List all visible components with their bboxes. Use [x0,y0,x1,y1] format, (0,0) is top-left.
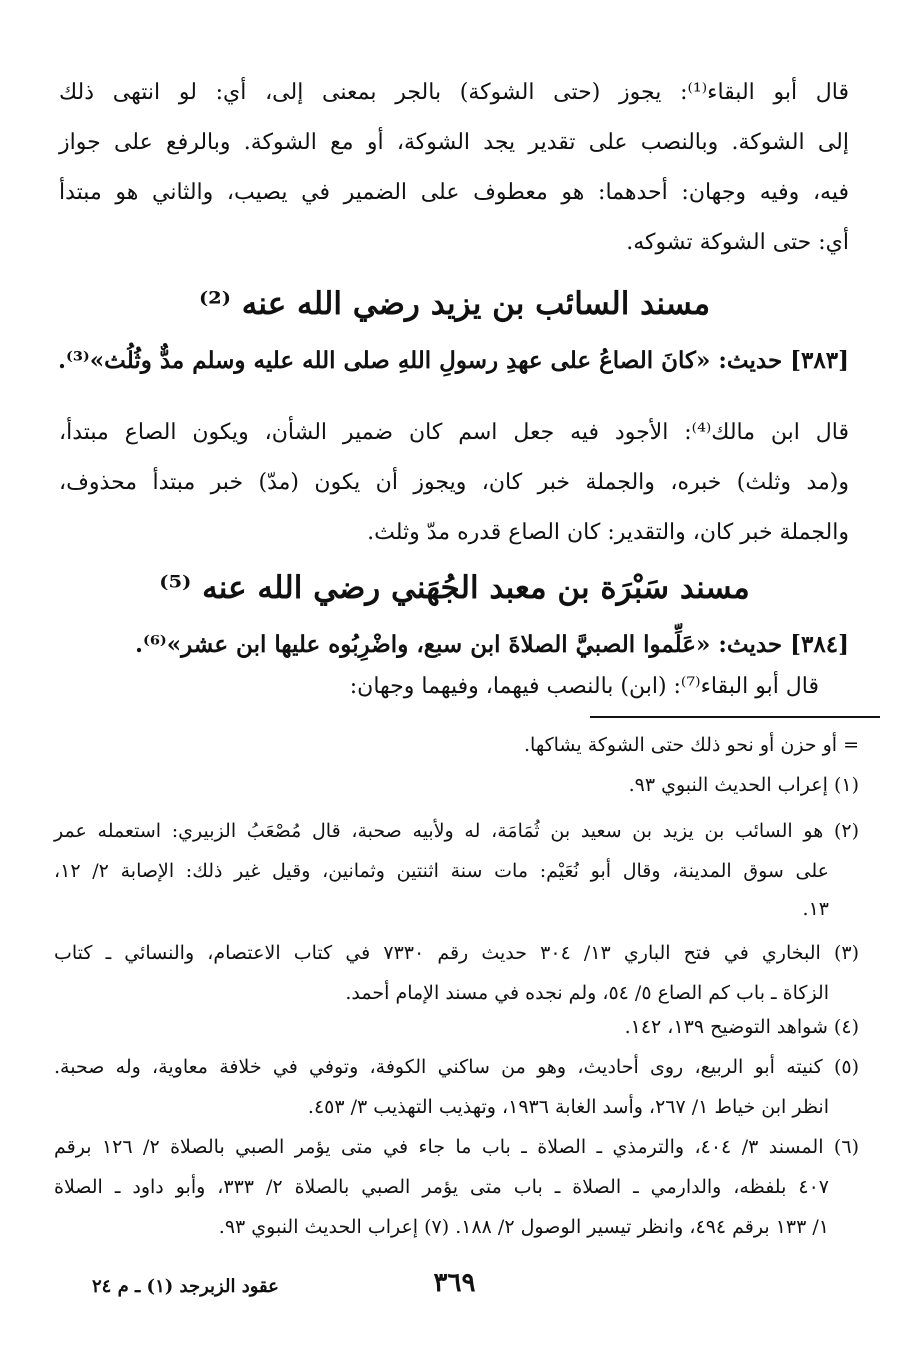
paragraph-3: قال أبو البقاء⁽⁷⁾: (ابن) بالنصب فيهما، وفيهما وجهان: [349,674,819,699]
paragraph-2-line-2: و(مد وثلث) خبره، والجملة خبر كان، ويجوز أن يكون (مدّ) خبر مبتدأ محذوف، [59,470,849,495]
footnote-6-line-2: ٤٠٧ بلفظه، والدارمي ـ الصلاة ـ باب متى يؤمر الصبي بالصلاة ٢/ ٣٣٣، وأبو داود ـ الصلاة [54,1176,829,1198]
footnote-separator [590,716,880,718]
paragraph-1-line-4: أي: حتى الشوكة تشوكه. [626,230,849,255]
footnote-5-line-2: انظر ابن خياط ١/ ٢٦٧، وأسد الغابة ١٩٣٦، وتهذيب التهذيب ٣/ ٤٥٣. [307,1096,829,1118]
paragraph-1-line-3: فيه، وفيه وجهان: أحدهما: هو معطوف على الضمير في يصيب، والثاني هو مبتدأ [59,180,849,205]
hadith-384: [٣٨٤] حديث: «عَلِّموا الصبيَّ الصلاةَ ابن سبع، واضْرِبُوه عليها ابن عشر»⁽⁶⁾. [134,631,849,658]
section-heading-sabra: مسند سَبْرَة بن معبد الجُهَني رضي الله عنه ⁽⁵⁾ [159,570,750,606]
footnote-3-line-1: (٣) البخاري في فتح الباري ١٣/ ٣٠٤ حديث رقم ٧٣٣٠ في كتاب الاعتصام، والنسائي ـ كتاب [54,942,860,964]
footnote-continuation: = أو حزن أو نحو ذلك حتى الشوكة يشاكها. [524,734,859,756]
page-number: ٣٦٩ [433,1268,476,1298]
footnote-2-line-3: ١٣. [802,898,829,920]
paragraph-2-line-3: والجملة خبر كان، والتقدير: كان الصاع قدره مدّ وثلث. [367,520,849,545]
footnote-1: (١) إعراب الحديث النبوي ٩٣. [628,774,859,796]
paragraph-2-line-1: قال ابن مالك⁽⁴⁾: الأجود فيه جعل اسم كان ضمير الشأن، ويكون الصاع مبتدأ، [59,420,849,445]
footnote-2-line-1: (٢) هو السائب بن يزيد بن سعيد بن ثُمَامَة، له ولأبيه صحبة، قال مُصْعَبُ الزبيري: استعمله عمر [54,820,859,842]
footnote-5-line-1: (٥) كنيته أبو الربيع، روى أحاديث، وهو من ساكني الكوفة، وتوفي في خلافة معاوية، وله صحبة. [54,1056,859,1078]
footnote-3-line-2: الزكاة ـ باب كم الصاع ٥/ ٥٤، ولم نجده في مسند الإمام أحمد. [345,982,829,1004]
footnote-2-line-2: على سوق المدينة، وقال أبو نُعَيْم: مات سنة اثنتين وثمانين، وقيل غير ذلك: الإصابة ٢/ ١٢، [54,860,829,882]
book-signature: عقود الزبرجد (١) ـ م ٢٤ [92,1276,279,1297]
footnote-6-line-3: ١/ ١٣٣ برقم ٤٩٤، وانظر تيسير الوصول ٢/ ١٨٨. (٧) إعراب الحديث النبوي ٩٣. [218,1216,829,1238]
paragraph-1-line-2: إلى الشوكة. وبالنصب على تقدير يجد الشوكة، أو مع الشوكة. وبالرفع على جواز [59,130,849,155]
section-heading-saib: مسند السائب بن يزيد رضي الله عنه ⁽²⁾ [198,286,711,322]
footnote-4: (٤) شواهد التوضيح ١٣٩، ١٤٢. [624,1016,859,1038]
hadith-383: [٣٨٣] حديث: «كانَ الصاعُ على عهدِ رسولِ اللهِ صلى الله عليه وسلم مدٌّ وثُلُث»⁽³⁾. [57,347,849,374]
paragraph-1-line-1: قال أبو البقاء⁽¹⁾: يجوز (حتى الشوكة) بالجر بمعنى إلى، أي: لو انتهى ذلك [59,80,849,105]
footnote-6-line-1: (٦) المسند ٣/ ٤٠٤، والترمذي ـ الصلاة ـ باب ما جاء في متى يؤمر الصبي بالصلاة ٢/ ١٢٦ برقم [54,1136,859,1158]
